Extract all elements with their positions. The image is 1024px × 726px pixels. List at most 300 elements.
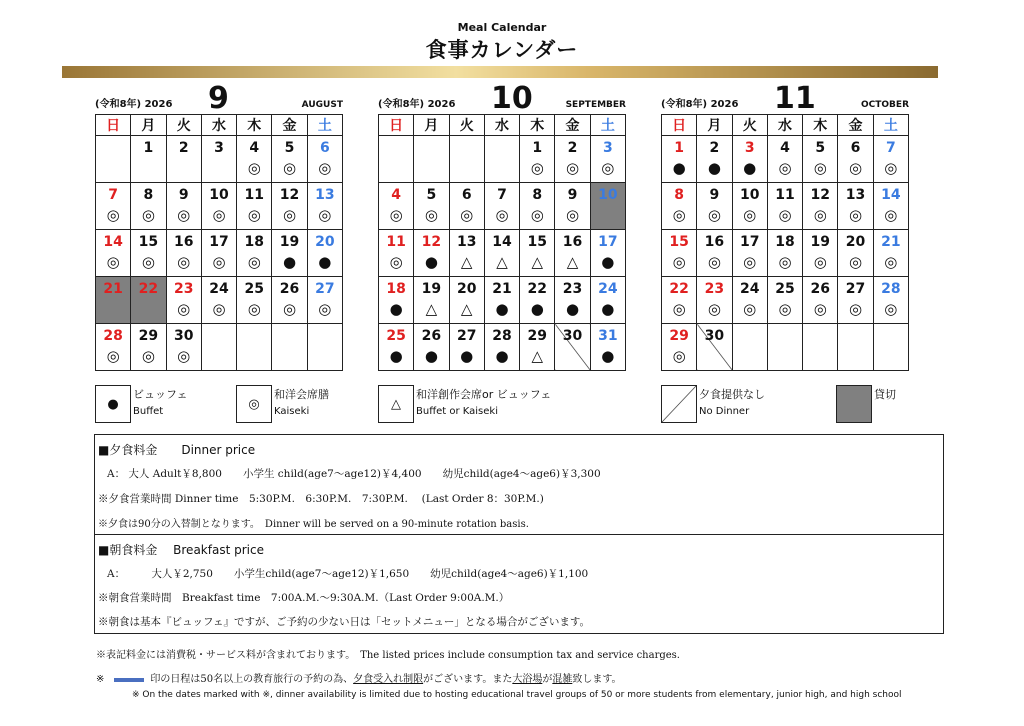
dinner-hours: ※夕食営業時間 Dinner time 5:30P.M. 6:30P.M. 7:30P.M. (Last Order 8：30P.M.) xyxy=(98,493,544,505)
weekday-header: 月 xyxy=(697,115,732,136)
day-cell xyxy=(555,277,590,324)
day-cell xyxy=(873,136,908,183)
day-cell xyxy=(166,183,201,230)
dinner-heading: ■夕食料金 Dinner price xyxy=(98,443,256,457)
day-number: 4 xyxy=(780,140,790,156)
day-cell xyxy=(590,277,625,324)
day-number: 2 xyxy=(178,140,189,156)
day-cell xyxy=(662,324,697,371)
weekday-header: 木 xyxy=(237,115,272,136)
restriction-text-c: が xyxy=(542,674,553,685)
day-cell xyxy=(379,183,414,230)
meal-kaiseki-icon: ◎ xyxy=(283,300,297,318)
day-number: 30 xyxy=(173,328,194,344)
day-number: 24 xyxy=(598,281,618,297)
meal-kaiseki-icon: ◎ xyxy=(283,206,297,224)
day-number: 22 xyxy=(138,281,159,297)
week-row xyxy=(379,183,626,230)
day-number: 8 xyxy=(143,187,154,203)
day-number: 14 xyxy=(881,187,901,203)
day-cell xyxy=(201,136,236,183)
week-row xyxy=(662,230,909,277)
day-cell xyxy=(520,324,555,371)
day-cell xyxy=(662,277,697,324)
day-cell xyxy=(237,277,272,324)
day-number: 21 xyxy=(492,281,512,297)
day-cell xyxy=(201,230,236,277)
weekday-header: 水 xyxy=(201,115,236,136)
restriction-text-b: がございます。また xyxy=(423,674,513,685)
day-cell xyxy=(379,277,414,324)
meal-kaiseki-icon: ◎ xyxy=(884,159,898,177)
day-number: 17 xyxy=(209,234,229,250)
day-cell xyxy=(96,324,131,371)
meal-kaiseki-icon: ◎ xyxy=(530,159,544,177)
week-row xyxy=(96,230,343,277)
day-number: 10 xyxy=(739,187,760,203)
empty-day-cell xyxy=(414,136,449,183)
day-number: 7 xyxy=(885,140,896,156)
day-number: 28 xyxy=(492,328,512,344)
restriction-mark: ※ xyxy=(96,674,105,685)
day-cell xyxy=(662,136,697,183)
weekday-header: 日 xyxy=(96,115,131,136)
day-cell xyxy=(272,277,307,324)
day-cell xyxy=(379,230,414,277)
day-cell xyxy=(520,136,555,183)
calendar-header xyxy=(661,81,909,116)
day-cell xyxy=(131,230,166,277)
calendar-title: 食事カレンダー xyxy=(425,38,579,62)
meal-kaiseki-icon: ◎ xyxy=(566,206,580,224)
day-number: 23 xyxy=(562,281,583,297)
meal-buffet-icon: ● xyxy=(424,347,438,365)
day-number: 26 xyxy=(810,281,830,297)
meal-buffet-or-kaiseki-icon: △ xyxy=(566,253,579,271)
breakfast-hours: ※朝食営業時間 Breakfast time 7:00A.M.〜9:30A.M.（Last Order 9:00A.M.） xyxy=(98,592,510,604)
day-cell xyxy=(484,324,519,371)
day-number: 15 xyxy=(669,234,689,250)
month-english-label: OCTOBER xyxy=(861,100,909,110)
day-number: 6 xyxy=(850,140,861,156)
month-calendar-oct xyxy=(378,81,626,371)
legend-no-dinner-en: No Dinner xyxy=(699,406,750,417)
meal-kaiseki-icon: ◎ xyxy=(318,300,332,318)
day-number: 3 xyxy=(602,140,613,156)
meal-kaiseki-icon: ◎ xyxy=(177,253,191,271)
day-number: 11 xyxy=(244,187,264,203)
day-cell xyxy=(237,136,272,183)
legend-buffet-en: Buffet xyxy=(133,406,164,417)
day-cell xyxy=(873,230,908,277)
meal-kaiseki-icon: ◎ xyxy=(141,347,155,365)
day-number: 4 xyxy=(249,140,260,156)
day-cell xyxy=(590,230,625,277)
month-calendar-sep xyxy=(95,81,343,371)
weekday-header: 日 xyxy=(379,115,414,136)
empty-day-cell xyxy=(767,324,802,371)
day-cell xyxy=(520,230,555,277)
day-cell xyxy=(96,183,131,230)
day-number: 25 xyxy=(244,281,264,297)
meal-kaiseki-icon: ◎ xyxy=(283,159,297,177)
meal-kaiseki-icon: ◎ xyxy=(743,206,757,224)
day-cell xyxy=(307,277,342,324)
day-number: 15 xyxy=(138,234,159,250)
day-cell xyxy=(590,324,625,371)
meal-buffet-or-kaiseki-icon: △ xyxy=(460,253,473,271)
day-cell xyxy=(732,277,767,324)
day-number: 12 xyxy=(421,234,442,250)
weekday-header: 火 xyxy=(166,115,201,136)
buffet-or-kaiseki-symbol-box: △ xyxy=(378,385,414,423)
empty-day-cell xyxy=(449,136,484,183)
large-bath-text: 大浴場 xyxy=(512,674,543,685)
dinner-rotation-note: ※夕食は90分の入替制となります。 Dinner will be served on a 90-minute rotation basis. xyxy=(98,519,529,530)
meal-kaiseki-icon: ◎ xyxy=(106,206,120,224)
meal-kaiseki-icon: ◎ xyxy=(530,206,544,224)
meal-buffet-or-kaiseki-icon: △ xyxy=(531,253,544,271)
weekday-header: 木 xyxy=(520,115,555,136)
month-number: 11 xyxy=(774,81,816,116)
day-cell xyxy=(555,230,590,277)
day-number: 28 xyxy=(103,328,123,344)
day-number: 10 xyxy=(598,187,618,203)
day-number: 21 xyxy=(881,234,901,250)
day-number: 16 xyxy=(562,234,583,250)
legend-no-dinner-jp: 夕食提供なし xyxy=(699,388,765,401)
meal-kaiseki-icon: ◎ xyxy=(884,253,898,271)
day-number: 23 xyxy=(704,281,725,297)
day-cell xyxy=(131,277,166,324)
day-number: 5 xyxy=(426,187,437,203)
meal-kaiseki-icon: ◎ xyxy=(141,206,155,224)
day-number: 24 xyxy=(739,281,760,297)
day-number: 3 xyxy=(744,140,755,156)
breakfast-note: ※朝食は基本『ビュッフェ』ですが、ご予約の少ない日は「セットメニュー」となる場合がございます。 xyxy=(98,616,591,628)
meal-kaiseki-icon: ◎ xyxy=(849,300,863,318)
meal-kaiseki-icon: ◎ xyxy=(247,206,261,224)
day-number: 11 xyxy=(386,234,406,250)
meal-kaiseki-icon: ◎ xyxy=(884,300,898,318)
weekday-header: 土 xyxy=(590,115,625,136)
meal-kaiseki-icon: ◎ xyxy=(106,253,120,271)
day-cell xyxy=(767,230,802,277)
day-cell xyxy=(201,183,236,230)
day-number: 6 xyxy=(461,187,472,203)
meal-kaiseki-icon: ◎ xyxy=(566,159,580,177)
weekday-header: 金 xyxy=(838,115,873,136)
day-cell xyxy=(449,324,484,371)
day-number: 2 xyxy=(567,140,578,156)
day-cell xyxy=(484,230,519,277)
meal-kaiseki-icon: ◎ xyxy=(813,300,827,318)
weekday-header-row xyxy=(662,115,909,136)
calendar-grid xyxy=(661,114,909,371)
day-number: 8 xyxy=(674,187,685,203)
week-row xyxy=(96,277,343,324)
legend-kaiseki-jp: 和洋会席膳 xyxy=(274,388,329,401)
day-cell xyxy=(838,136,873,183)
meal-kaiseki-icon: ◎ xyxy=(177,347,191,365)
day-number: 27 xyxy=(315,281,335,297)
calendar-grid xyxy=(95,114,343,371)
meal-kaiseki-icon: ◎ xyxy=(672,253,686,271)
day-number: 22 xyxy=(527,281,547,297)
meal-kaiseki-icon: ◎ xyxy=(424,206,438,224)
day-cell xyxy=(307,136,342,183)
day-number: 19 xyxy=(421,281,442,297)
meal-kaiseki-icon: ◎ xyxy=(849,206,863,224)
day-cell xyxy=(131,136,166,183)
day-number: 17 xyxy=(739,234,760,250)
day-number: 31 xyxy=(598,328,618,344)
day-cell xyxy=(803,136,838,183)
day-cell xyxy=(838,183,873,230)
empty-day-cell xyxy=(201,324,236,371)
empty-day-cell xyxy=(96,136,131,183)
restriction-text-a: 印の日程は50名以上の教育旅行の予約の為、 xyxy=(150,674,354,685)
era-year-label: (令和8年) 2026 xyxy=(661,99,739,110)
meal-kaiseki-icon: ◎ xyxy=(813,159,827,177)
day-number: 29 xyxy=(669,328,689,344)
day-number: 4 xyxy=(391,187,402,203)
meal-kaiseki-icon: ◎ xyxy=(177,206,191,224)
day-number: 25 xyxy=(775,281,795,297)
day-number: 19 xyxy=(810,234,830,250)
day-cell xyxy=(732,230,767,277)
meal-kaiseki-icon: ◎ xyxy=(778,159,792,177)
day-number: 18 xyxy=(775,234,795,250)
day-cell xyxy=(803,183,838,230)
legend-buffet-or-kaiseki-jp: 和洋創作会席or ビュッフェ xyxy=(416,388,552,401)
day-cell xyxy=(590,183,625,230)
day-number: 26 xyxy=(421,328,442,344)
weekday-header: 土 xyxy=(307,115,342,136)
meal-buffet-or-kaiseki-icon: △ xyxy=(531,347,544,365)
meal-buffet-icon: ● xyxy=(495,347,509,365)
day-number: 13 xyxy=(845,187,866,203)
day-number: 15 xyxy=(527,234,547,250)
weekday-header: 金 xyxy=(272,115,307,136)
dinner-section xyxy=(95,435,943,535)
meal-kaiseki-icon: ◎ xyxy=(318,159,332,177)
meal-kaiseki-icon: ◎ xyxy=(141,253,155,271)
calendar-header xyxy=(378,81,626,116)
day-number: 5 xyxy=(284,140,295,156)
day-cell xyxy=(697,183,732,230)
era-year-label: (令和8年) 2026 xyxy=(95,99,173,110)
meal-buffet-icon: ● xyxy=(743,159,757,177)
restriction-english-note: ※ On the dates marked with ※, dinner availability is limited due to hosting educational travel groups of 50 or more students from elementary, junior high, and high school xyxy=(132,690,902,700)
meal-kaiseki-icon: ◎ xyxy=(212,253,226,271)
day-number: 7 xyxy=(497,187,507,203)
day-number: 29 xyxy=(138,328,159,344)
day-cell xyxy=(237,183,272,230)
meal-buffet-icon: ● xyxy=(601,347,615,365)
week-row xyxy=(379,136,626,183)
month-calendar-nov xyxy=(661,81,909,371)
day-number: 1 xyxy=(532,140,543,156)
era-year-label: (令和8年) 2026 xyxy=(378,99,456,110)
reserved-gray-box xyxy=(836,385,872,423)
meal-kaiseki-icon: ◎ xyxy=(247,300,261,318)
meal-kaiseki-icon: ◎ xyxy=(389,206,403,224)
day-cell xyxy=(803,277,838,324)
day-cell xyxy=(732,136,767,183)
day-cell xyxy=(732,183,767,230)
meal-kaiseki-icon: ◎ xyxy=(672,206,686,224)
meal-kaiseki-icon: ◎ xyxy=(460,206,474,224)
day-cell xyxy=(520,277,555,324)
day-cell xyxy=(414,324,449,371)
day-number: 30 xyxy=(704,328,725,344)
day-cell xyxy=(484,277,519,324)
day-number: 16 xyxy=(704,234,725,250)
meal-kaiseki-icon: ◎ xyxy=(212,300,226,318)
weekday-header: 水 xyxy=(484,115,519,136)
day-cell xyxy=(307,230,342,277)
day-number: 1 xyxy=(674,140,685,156)
meal-buffet-icon: ● xyxy=(318,253,332,271)
day-cell xyxy=(767,277,802,324)
meal-kaiseki-icon: ◎ xyxy=(318,206,332,224)
no-dinner-slash-box xyxy=(661,385,697,423)
day-number: 18 xyxy=(244,234,264,250)
breakfast-heading: ■朝食料金 Breakfast price xyxy=(98,543,264,557)
day-cell xyxy=(449,277,484,324)
price-info-box xyxy=(94,434,944,634)
meal-buffet-icon: ● xyxy=(495,300,509,318)
day-cell xyxy=(414,230,449,277)
day-cell xyxy=(449,183,484,230)
day-cell xyxy=(449,230,484,277)
day-cell xyxy=(767,136,802,183)
crowded-text: 混雑 xyxy=(552,674,573,685)
meal-buffet-icon: ● xyxy=(389,300,403,318)
day-number: 30 xyxy=(562,328,583,344)
day-cell xyxy=(131,183,166,230)
blue-marker-line xyxy=(114,678,144,682)
day-cell xyxy=(555,324,590,371)
week-row xyxy=(379,277,626,324)
weekday-header: 土 xyxy=(873,115,908,136)
day-number: 25 xyxy=(386,328,406,344)
weekday-header: 日 xyxy=(662,115,697,136)
week-row xyxy=(96,324,343,371)
legend-buffet-jp: ビュッフェ xyxy=(133,388,188,401)
day-number: 5 xyxy=(815,140,826,156)
month-number: 10 xyxy=(491,81,533,116)
meal-kaiseki-icon: ◎ xyxy=(743,253,757,271)
day-number: 9 xyxy=(178,187,189,203)
day-cell xyxy=(272,183,307,230)
day-cell xyxy=(590,136,625,183)
day-number: 8 xyxy=(532,187,543,203)
week-row xyxy=(96,183,343,230)
day-number: 28 xyxy=(881,281,901,297)
meal-kaiseki-icon: ◎ xyxy=(247,253,261,271)
day-cell xyxy=(838,230,873,277)
meal-buffet-icon: ● xyxy=(460,347,474,365)
week-row xyxy=(379,324,626,371)
weekday-header-row xyxy=(379,115,626,136)
empty-day-cell xyxy=(873,324,908,371)
day-cell xyxy=(272,136,307,183)
day-cell xyxy=(96,230,131,277)
meal-kaiseki-icon: ◎ xyxy=(247,159,261,177)
day-cell xyxy=(237,230,272,277)
day-cell xyxy=(414,277,449,324)
empty-day-cell xyxy=(379,136,414,183)
day-cell xyxy=(873,183,908,230)
day-number: 24 xyxy=(209,281,229,297)
calendar-grid xyxy=(378,114,626,371)
legend-buffet-or-kaiseki-en: Buffet or Kaiseki xyxy=(416,406,498,417)
day-number: 3 xyxy=(214,140,224,156)
day-cell xyxy=(484,183,519,230)
empty-day-cell xyxy=(732,324,767,371)
day-number: 20 xyxy=(845,234,866,250)
day-number: 11 xyxy=(775,187,795,203)
meal-kaiseki-icon: ◎ xyxy=(672,300,686,318)
day-number: 21 xyxy=(103,281,123,297)
weekday-header: 水 xyxy=(767,115,802,136)
day-cell xyxy=(697,230,732,277)
meal-kaiseki-icon: ◎ xyxy=(106,347,120,365)
day-number: 1 xyxy=(143,140,154,156)
meal-kaiseki-icon: ◎ xyxy=(778,253,792,271)
meal-buffet-or-kaiseki-icon: △ xyxy=(460,300,473,318)
meal-kaiseki-icon: ◎ xyxy=(884,206,898,224)
day-cell xyxy=(307,183,342,230)
day-cell xyxy=(96,277,131,324)
week-row xyxy=(96,136,343,183)
day-cell xyxy=(166,230,201,277)
day-number: 2 xyxy=(709,140,720,156)
day-cell xyxy=(803,230,838,277)
weekday-header: 木 xyxy=(803,115,838,136)
breakfast-price: A： 大人￥2,750 小学生child(age7〜age12)￥1,650 幼児child(age4〜age6)￥1,100 xyxy=(107,568,589,580)
day-number: 17 xyxy=(598,234,618,250)
meal-kaiseki-icon: ◎ xyxy=(813,206,827,224)
day-cell xyxy=(697,324,732,371)
meal-kaiseki-icon: ◎ xyxy=(212,206,226,224)
day-cell xyxy=(838,277,873,324)
legend-kaiseki-en: Kaiseki xyxy=(274,406,310,417)
meal-kaiseki-icon: ◎ xyxy=(707,300,721,318)
breakfast-section xyxy=(95,535,943,633)
meal-kaiseki-icon: ◎ xyxy=(778,206,792,224)
day-number: 12 xyxy=(810,187,830,203)
meal-kaiseki-icon: ◎ xyxy=(813,253,827,271)
weekday-header: 火 xyxy=(449,115,484,136)
day-number: 18 xyxy=(386,281,406,297)
day-number: 9 xyxy=(709,187,720,203)
month-english-label: AUGUST xyxy=(301,100,343,110)
month-english-label: SEPTEMBER xyxy=(565,100,626,110)
day-cell xyxy=(697,136,732,183)
day-number: 13 xyxy=(456,234,477,250)
day-number: 14 xyxy=(103,234,123,250)
day-cell xyxy=(873,277,908,324)
meal-buffet-or-kaiseki-icon: △ xyxy=(425,300,438,318)
weekday-header-row xyxy=(96,115,343,136)
empty-day-cell xyxy=(803,324,838,371)
empty-day-cell xyxy=(237,324,272,371)
meal-kaiseki-icon: ◎ xyxy=(177,300,191,318)
day-number: 27 xyxy=(845,281,866,297)
